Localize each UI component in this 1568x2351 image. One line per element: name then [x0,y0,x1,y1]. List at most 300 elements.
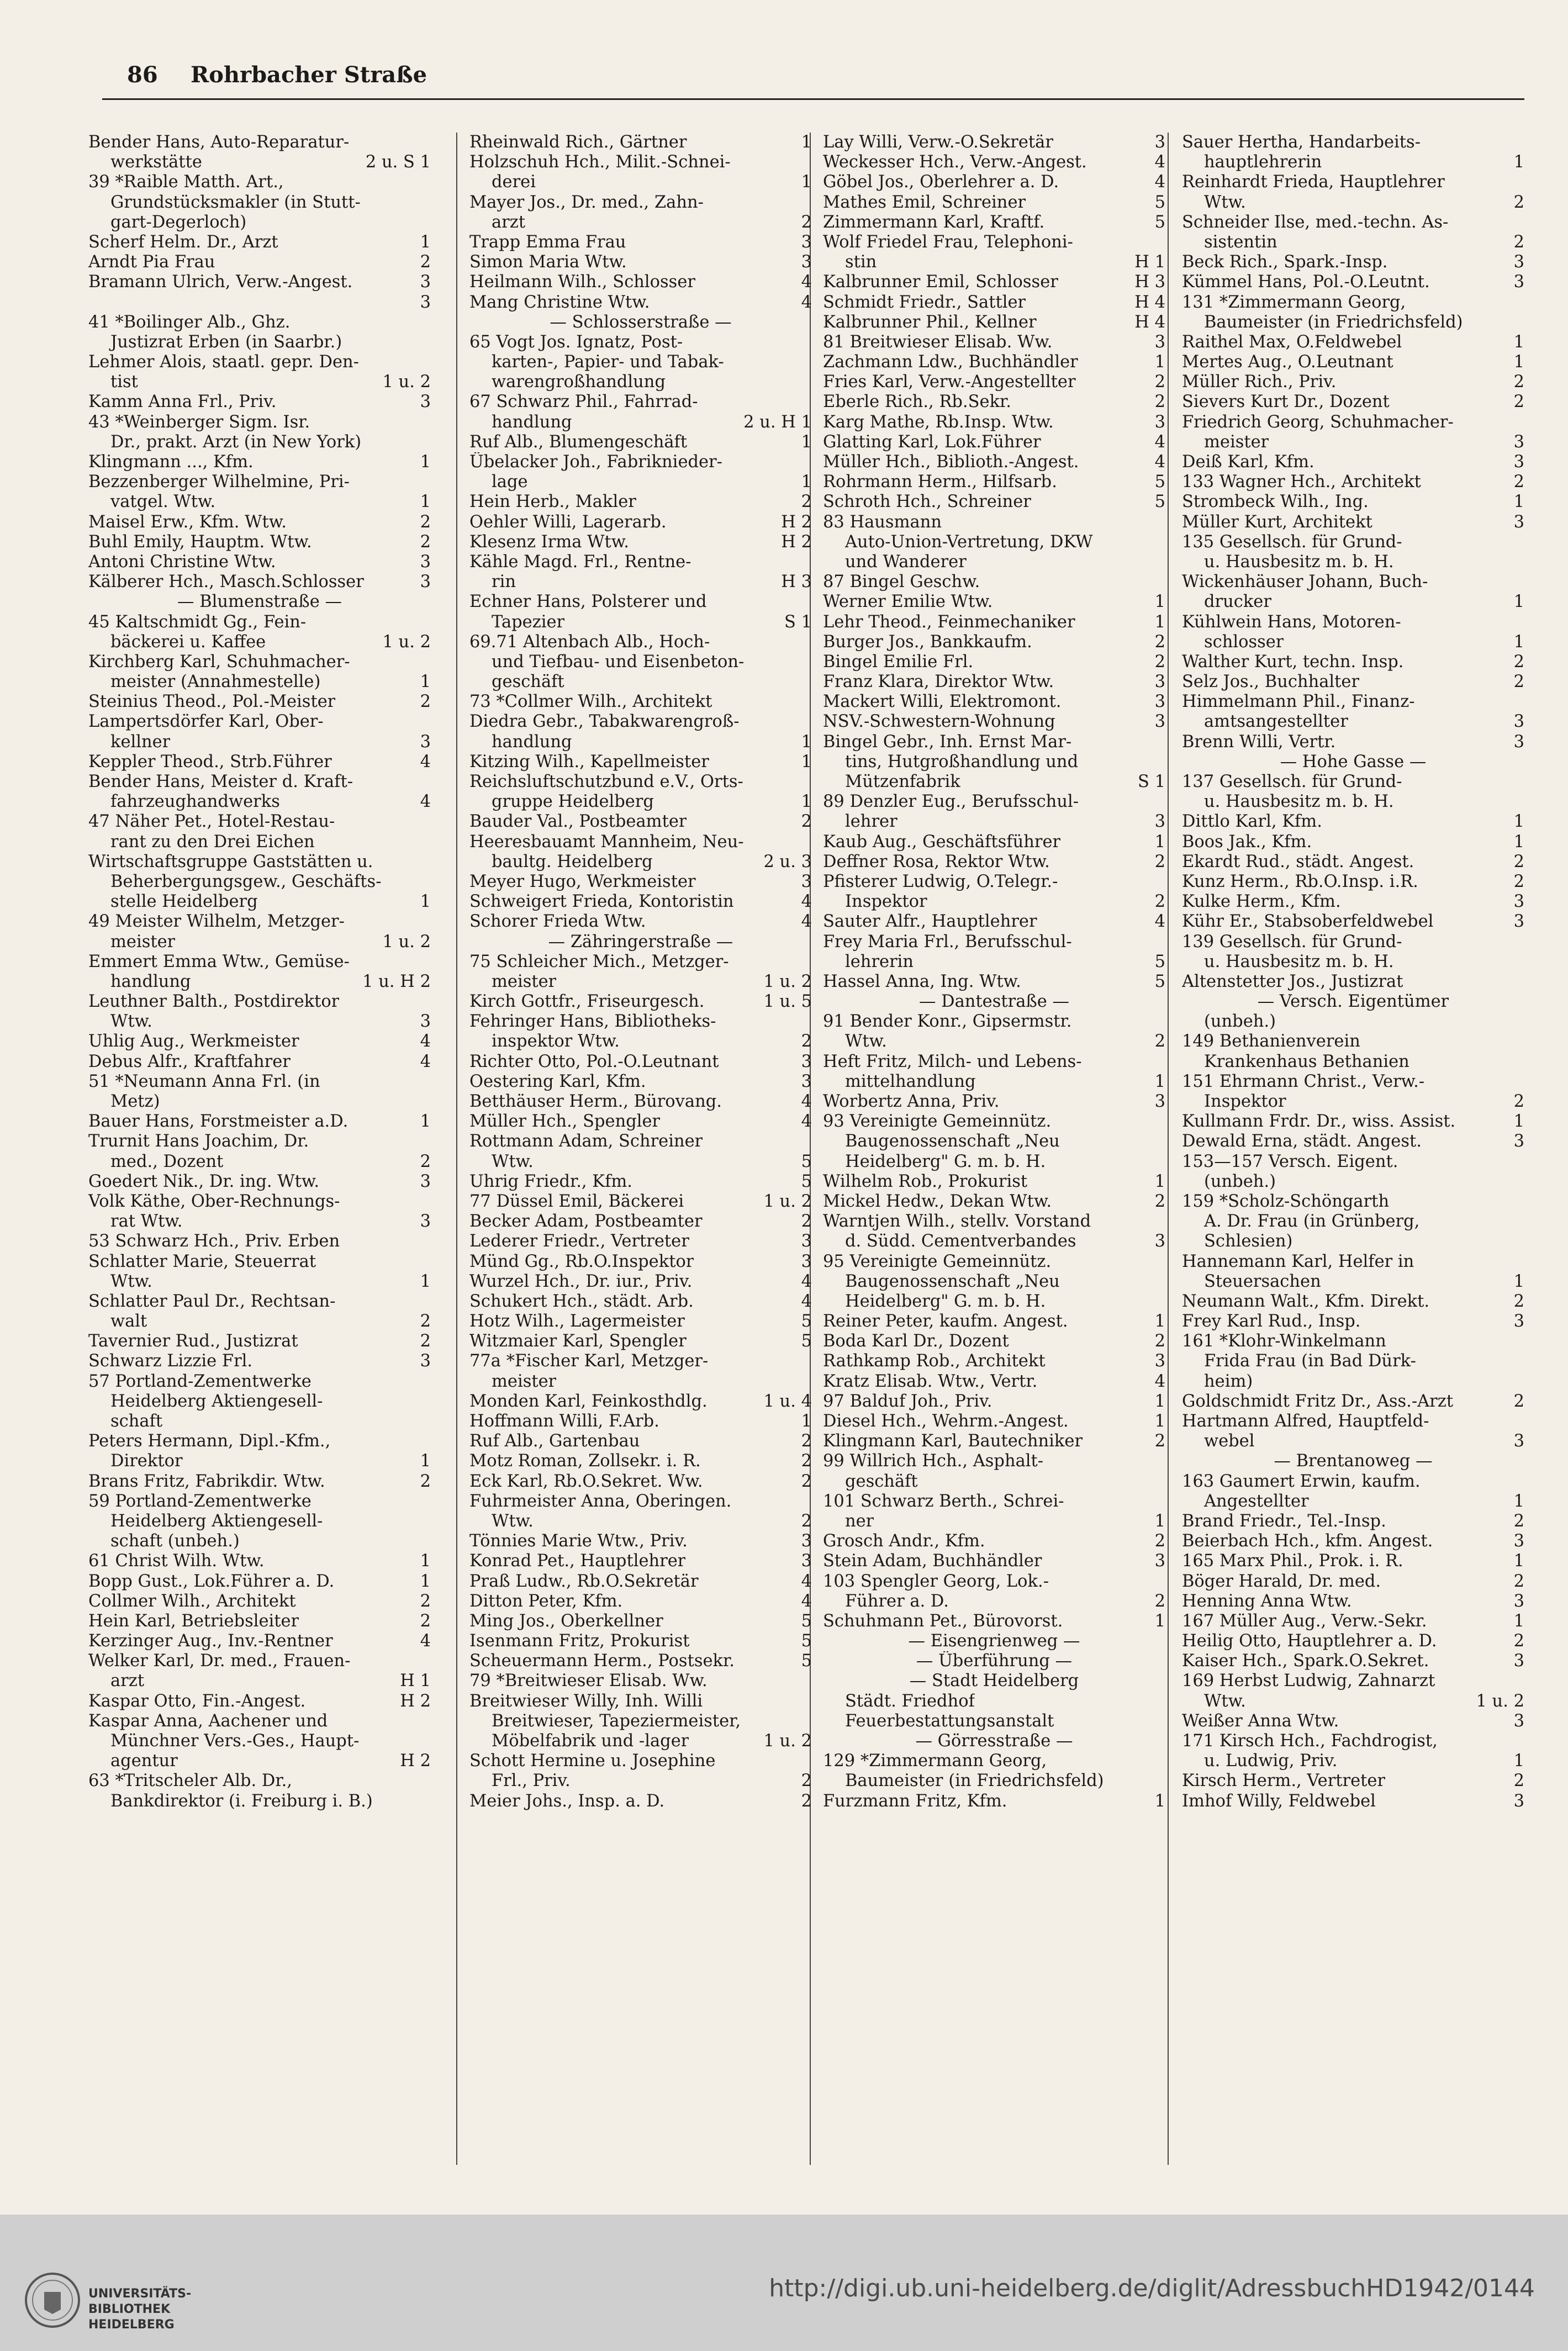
directory-entry-line [88,892,431,912]
entry-text: Tapezier [492,612,565,632]
floor-number: 4 [801,1092,812,1111]
entry-text: Kümmel Hans, Pol.-O.Leutnt. [1182,272,1430,292]
entry-text: Fuhrmeister Anna, Oberingen. [469,1491,732,1511]
directory-entry-line [469,1292,812,1312]
entry-text: Hartmann Alfred, Hauptfeld- [1182,1412,1429,1431]
directory-entry-line [823,712,1165,732]
entry-text: 171 Kirsch Hch., Fachdrogist, [1182,1731,1438,1751]
directory-entry-line [469,1132,812,1151]
entry-text: Praß Ludw., Rb.O.Sekretär [469,1571,699,1591]
directory-entry-line [1182,392,1524,412]
directory-entry-line [823,352,1165,372]
directory-entry-line [88,952,431,972]
directory-entry-line [823,972,1165,992]
entry-text: Frey Maria Frl., Berufsschul- [823,932,1072,952]
entry-text: Kunz Herm., Rb.O.Insp. i.R. [1182,871,1418,891]
entry-text: (unbeh.) [1204,1171,1276,1191]
directory-entry-line [1182,672,1524,692]
directory-entry-line [1182,852,1524,872]
entry-text: 51 *Neumann Anna Frl. (in [88,1071,320,1091]
directory-entry-line [823,652,1165,672]
floor-number: 1 [1154,1312,1165,1332]
directory-entry-line [469,152,812,172]
street-heading [823,1631,1165,1651]
directory-entry-line [823,1492,1165,1512]
entry-text: meister [110,932,176,952]
floor-number: 2 [1513,232,1524,252]
floor-number: 3 [1513,1312,1524,1332]
directory-entry-line [88,252,431,272]
entry-text: Wtw. [492,1511,534,1531]
directory-entry-line [1182,1272,1524,1292]
directory-entry-line [469,1232,812,1251]
floor-number: 5 [801,1631,812,1651]
entry-text: 43 *Weinberger Sigm. Isr. [88,412,310,432]
floor-number: 2 [1513,472,1524,492]
directory-entry-line [1182,712,1524,732]
directory-entry-line [469,1152,812,1172]
entry-text: tist [110,372,138,392]
directory-entry-line [1182,572,1524,592]
directory-entry-line [823,832,1165,852]
entry-text: Weckesser Hch., Verw.-Angest. [823,152,1087,172]
floor-number: 2 [1154,1191,1165,1211]
directory-entry-line [1182,892,1524,912]
entry-text: Lehr Theod., Feinmechaniker [823,612,1075,632]
directory-entry-line [88,1192,431,1212]
entry-text: meister [492,971,557,991]
directory-entry-line [1182,1172,1524,1192]
directory-entry-line [469,1572,812,1592]
directory-entry-line [469,652,812,672]
entry-text: Müller Kurt, Architekt [1182,512,1372,532]
directory-entry-line [88,1551,431,1571]
directory-entry-line [823,572,1165,592]
entry-text: und Wanderer [845,552,967,572]
floor-number: 2 [420,1611,431,1631]
entry-text: Buhl Emily, Hauptm. Wtw. [88,532,312,552]
directory-entry-line [88,1671,431,1691]
entry-text: Goldschmidt Fritz Dr., Ass.-Arzt [1182,1391,1454,1411]
entry-text: 97 Balduf Joh., Priv. [823,1391,992,1411]
entry-text: Bauder Val., Postbeamter [469,812,687,832]
floor-number: 5 [801,1171,812,1191]
entry-text: handlung [110,971,191,991]
floor-number: 3 [1154,1232,1165,1251]
entry-text: Tönnies Marie Wtw., Priv. [469,1531,688,1551]
floor-number: 3 [801,232,812,252]
directory-entry-line [469,1032,812,1052]
entry-text: Kratz Elisab. Wtw., Vertr. [823,1371,1038,1391]
directory-entry-line [823,1392,1165,1412]
directory-entry-line [823,392,1165,412]
entry-text: 135 Gesellsch. für Grund- [1182,532,1402,552]
floor-number: 4 [801,1571,812,1591]
entry-text: Furzmann Fritz, Kfm. [823,1791,1007,1811]
floor-number: 1 [1154,1511,1165,1531]
directory-entry-line [469,572,812,592]
floor-number: 3 [1513,712,1524,732]
entry-text: Wirtschaftsgruppe Gaststätten u. [88,852,373,871]
entry-text: derei [492,172,536,192]
entry-text: Kaiser Hch., Spark.O.Sekret. [1182,1651,1429,1671]
directory-entry-line [469,1372,812,1392]
directory-entry-line [823,1451,1165,1471]
directory-entry-line [823,1472,1165,1492]
directory-entry-line [88,1092,431,1112]
entry-text: Wtw. [1204,1691,1246,1711]
entry-text: 77a *Fischer Karl, Metzger- [469,1351,709,1371]
entry-text: Scherf Helm. Dr., Arzt [88,232,278,252]
directory-entry-line [823,1212,1165,1232]
entry-text: lehrer [845,812,897,832]
directory-entry-line [1182,1731,1524,1751]
directory-entry-line [88,792,431,812]
entry-text: Wtw. [492,1151,534,1171]
floor-number: 5 [1154,971,1165,991]
entry-text: 59 Portland-Zementwerke [88,1491,312,1511]
street-heading [469,932,812,952]
floor-number: 5 [1154,472,1165,492]
directory-entry-line [469,1092,812,1112]
entry-text: — Hohe Gasse — [1280,752,1427,772]
entry-text: Ekardt Rud., städt. Angest. [1182,852,1414,871]
entry-text: Schwarz Lizzie Frl. [88,1351,253,1371]
entry-text: 47 Näher Pet., Hotel-Restau- [88,812,335,832]
entry-text: rat Wtw. [110,1212,183,1232]
floor-number: 3 [1154,692,1165,712]
entry-text: walt [110,1312,147,1332]
floor-number: 4 [801,892,812,912]
entry-text: Möbelfabrik und -lager [492,1731,689,1751]
entry-text: Sauter Alfr., Hauptlehrer [823,912,1037,932]
directory-entry-line [1182,293,1524,313]
directory-entry-line [823,1032,1165,1052]
directory-entry-line [469,1192,812,1212]
floor-number: 4 [801,1591,812,1611]
entry-text: Breitwieser, Tapeziermeister, [492,1711,741,1731]
directory-entry-line [1182,1232,1524,1251]
floor-number: 1 [1154,612,1165,632]
entry-text: bäckerei u. Kaffee [110,632,266,652]
directory-entry-line [469,952,812,972]
entry-text: Heidelberg Aktiengesell- [110,1511,323,1531]
floor-number: 2 [420,692,431,712]
directory-entry-line [88,1232,431,1251]
directory-entry-line [88,912,431,932]
floor-number: 4 [801,272,812,292]
directory-entry-line [469,1512,812,1531]
directory-entry-line [88,1771,431,1791]
floor-number: 4 [1154,172,1165,192]
directory-entry-line [1182,1332,1524,1351]
entry-text: stin [845,252,877,272]
entry-text: — Zähringerstraße — [548,932,733,952]
entry-text: Sauer Hertha, Handarbeits- [1182,133,1421,152]
entry-text: Feuerbestattungsanstalt [845,1711,1054,1731]
entry-text: Müller Hch., Biblioth.-Angest. [823,452,1079,472]
directory-entry-line [1182,532,1524,552]
directory-entry-line [469,852,812,872]
floor-number: 1 [801,432,812,452]
entry-text: Ruf Alb., Blumengeschäft [469,432,688,452]
entry-text: Stein Adam, Buchhändler [823,1551,1042,1571]
column-divider [456,133,457,2165]
entry-text: Meyer Hugo, Werkmeister [469,871,696,891]
street-heading [823,992,1165,1012]
directory-entry-line [88,1572,431,1592]
entry-text: Heft Fritz, Milch- und Lebens- [823,1052,1082,1071]
floor-number: 5 [801,1651,812,1671]
directory-entry-line [1182,1671,1524,1691]
entry-text: Wtw. [110,1271,152,1291]
directory-entry-line [88,432,431,452]
floor-number: 2 [801,1791,812,1811]
floor-number: H 1 [1134,252,1165,272]
directory-entry-line [1182,1292,1524,1312]
directory-entry-line [88,172,431,192]
floor-number: 3 [1513,432,1524,452]
directory-entry-line [469,1651,812,1671]
directory-entry-line [823,1531,1165,1551]
floor-number: 2 [801,1212,812,1232]
entry-text: Frey Karl Rud., Insp. [1182,1312,1361,1332]
directory-entry-line [88,313,431,332]
directory-entry-line [469,492,812,512]
entry-text: Boos Jak., Kfm. [1182,832,1312,852]
entry-text: 165 Marx Phil., Prok. i. R. [1182,1551,1403,1571]
entry-text: geschäft [845,1471,918,1491]
floor-number: 2 [1513,1631,1524,1651]
entry-text: Hoffmann Willi, F.Arb. [469,1412,659,1431]
directory-entry-line [88,372,431,392]
directory-entry-line [469,472,812,492]
floor-number: 5 [1154,952,1165,971]
directory-entry-line [823,1312,1165,1332]
floor-number: 3 [420,552,431,572]
directory-entry-line [469,372,812,392]
entry-text: Münd Gg., Rb.O.Inspektor [469,1251,694,1271]
directory-entry-line [469,912,812,932]
floor-number: 3 [801,1251,812,1271]
entry-text: Maisel Erw., Kfm. Wtw. [88,512,287,532]
entry-text: Krankenhaus Bethanien [1204,1052,1409,1071]
entry-text: 159 *Scholz-Schöngarth [1182,1191,1390,1211]
entry-text: Holzschuh Hch., Milit.-Schnei- [469,152,731,172]
floor-number: 1 u. H 2 [362,971,431,991]
directory-entry-line [469,732,812,752]
directory-entry-line [1182,652,1524,672]
entry-text: Altenstetter Jos., Justizrat [1182,971,1403,991]
digital-copy-url[interactable]: http://digi.ub.uni-heidelberg.de/diglit/AdressbuchHD1942/0144 [769,2274,1535,2302]
floor-number: 2 [1513,871,1524,891]
floor-number: 2 [420,252,431,272]
floor-number: 2 [1154,892,1165,912]
directory-entry-line [88,532,431,552]
entry-text: Bingel Emilie Frl. [823,652,974,672]
floor-number: 3 [420,572,431,592]
floor-number: 2 [420,1151,431,1171]
entry-text: 49 Meister Wilhelm, Metzger- [88,912,345,932]
directory-entry-line [823,792,1165,812]
entry-text: Rohrmann Herm., Hilfsarb. [823,472,1057,492]
directory-entry-line [88,632,431,652]
directory-entry-line [469,1771,812,1791]
entry-text: Rottmann Adam, Schreiner [469,1132,703,1151]
directory-entry-line [1182,952,1524,972]
entry-text: Schneider Ilse, med.-techn. As- [1182,212,1449,232]
directory-entry-line [88,752,431,772]
floor-number: 4 [420,1631,431,1651]
directory-entry-line [1182,432,1524,452]
floor-number: 1 [801,752,812,772]
floor-number: 1 [420,232,431,252]
entry-text: 93 Vereinigte Gemeinnütz. [823,1112,1052,1132]
entry-text: Klingmann ..., Kfm. [88,452,254,472]
directory-entry-line [88,1751,431,1771]
floor-number: 4 [420,1032,431,1052]
directory-entry-line [1182,352,1524,372]
entry-text: Münchner Vers.-Ges., Haupt- [110,1731,360,1751]
floor-number: 4 [1154,1371,1165,1391]
floor-number: 1 [1513,812,1524,832]
floor-number: 3 [1154,133,1165,152]
directory-entry-line [469,1671,812,1691]
floor-number: 3 [1154,332,1165,352]
floor-number: 5 [801,1312,812,1332]
entry-text: Bender Hans, Auto-Reparatur- [88,133,350,152]
directory-entry-line [1182,932,1524,952]
entry-text: werkstätte [110,152,202,172]
floor-number: 5 [1154,192,1165,212]
entry-text: u. Hausbesitz m. b. H. [1204,792,1394,812]
directory-entry-line [1182,1092,1524,1112]
floor-number: 3 [1513,252,1524,272]
directory-entry-line [1182,1472,1524,1492]
directory-entry-line [1182,1032,1524,1052]
entry-text: Lampertsdörfer Karl, Ober- [88,712,324,732]
floor-number: 3 [801,1052,812,1071]
floor-number: 1 [801,732,812,752]
entry-text: Kaspar Anna, Aachener und [88,1711,328,1731]
directory-entry-line [1182,1531,1524,1551]
entry-text: 77 Düssel Emil, Bäckerei [469,1191,684,1211]
entry-text: Rathkamp Rob., Architekt [823,1351,1046,1371]
entry-text: Städt. Friedhof [845,1691,975,1711]
directory-entry-line [823,452,1165,472]
entry-text: Hotz Wilh., Lagermeister [469,1312,685,1332]
entry-text: Zachmann Ldw., Buchhändler [823,352,1078,372]
floor-number: 3 [1154,712,1165,732]
entry-text: 137 Gesellsch. für Grund- [1182,772,1402,791]
directory-entry-line [823,892,1165,912]
entry-text: Baugenossenschaft „Neu [845,1132,1060,1151]
entry-text: arzt [110,1671,145,1691]
floor-number: 5 [1154,212,1165,232]
floor-number: 1 u. 5 [763,992,812,1012]
directory-entry-line [823,1112,1165,1132]
entry-text: Imhof Willy, Feldwebel [1182,1791,1376,1811]
directory-entry-line [88,392,431,412]
directory-entry-line [88,832,431,852]
entry-text: Welker Karl, Dr. med., Frauen- [88,1651,351,1671]
directory-entry-line [823,1072,1165,1092]
entry-text: Peters Hermann, Dipl.-Kfm., [88,1431,331,1451]
directory-entry-line [823,1512,1165,1531]
entry-text: Frl., Priv. [492,1771,571,1791]
entry-text: Steuersachen [1204,1271,1321,1291]
entry-text: Heilig Otto, Hauptlehrer a. D. [1182,1631,1437,1651]
floor-number: 1 [1513,1611,1524,1631]
entry-text: Heilmann Wilh., Schlosser [469,272,695,292]
directory-entry-line [1182,1492,1524,1512]
floor-number: 4 [420,1052,431,1071]
floor-number: 3 [1154,1551,1165,1571]
directory-entry-line [823,372,1165,392]
entry-text: Ditton Peter, Kfm. [469,1591,623,1611]
entry-text: Uhlig Aug., Werkmeister [88,1032,299,1052]
entry-text: Direktor [110,1451,183,1471]
directory-entry-line [469,1711,812,1731]
entry-text: Kirchberg Karl, Schuhmacher- [88,652,350,672]
floor-number: 2 [1513,372,1524,392]
directory-entry-line [1182,213,1524,233]
floor-number: 4 [1154,452,1165,472]
entry-text: Kerzinger Aug., Inv.-Rentner [88,1631,333,1651]
directory-entry-line [823,552,1165,572]
directory-entry-line [823,612,1165,632]
floor-number: H 2 [400,1691,431,1711]
entry-text: Raithel Max, O.Feldwebel [1182,332,1402,352]
entry-text: Mayer Jos., Dr. med., Zahn- [469,192,704,212]
entry-text: 87 Bingel Geschw. [823,572,980,592]
directory-entry-line [469,1492,812,1512]
entry-text: meister [1204,432,1269,452]
directory-entry-line [469,1312,812,1332]
directory-entry-line [1182,1192,1524,1212]
directory-entry-line [1182,152,1524,172]
entry-text: Bankdirektor (i. Freiburg i. B.) [110,1791,373,1811]
floor-number: 4 [420,752,431,772]
floor-number: 2 [1513,1291,1524,1311]
entry-text: sistentin [1204,232,1277,252]
entry-text: Dittlo Karl, Kfm. [1182,812,1322,832]
directory-entry-line [469,1212,812,1232]
directory-entry-line [823,1232,1165,1251]
floor-number: 3 [1513,1531,1524,1551]
entry-text: Lay Willi, Verw.-O.Sekretär [823,133,1053,152]
directory-entry-line [823,632,1165,652]
entry-text: Betthäuser Herm., Bürovang. [469,1092,722,1111]
directory-entry-line [1182,1351,1524,1371]
floor-number: 3 [420,272,431,292]
floor-number: 1 [1154,1171,1165,1191]
directory-entry-line [469,1431,812,1451]
directory-entry-line [88,1052,431,1072]
entry-text: Bramann Ulrich, Verw.-Angest. [88,272,353,292]
street-heading [823,1671,1165,1691]
directory-entry-line [88,672,431,692]
entry-text: 81 Breitwieser Elisab. Ww. [823,332,1053,352]
floor-number: 1 [1154,592,1165,612]
entry-text: 41 *Boilinger Alb., Ghz. [88,312,291,332]
entry-text: Brand Friedr., Tel.-Insp. [1182,1511,1386,1531]
floor-number: 2 [1154,1591,1165,1611]
entry-text: Dr., prakt. Arzt (in New York) [110,432,362,452]
directory-entry-line [88,552,431,572]
entry-text: Mang Christine Wtw. [469,292,650,312]
directory-entry-line [469,213,812,233]
